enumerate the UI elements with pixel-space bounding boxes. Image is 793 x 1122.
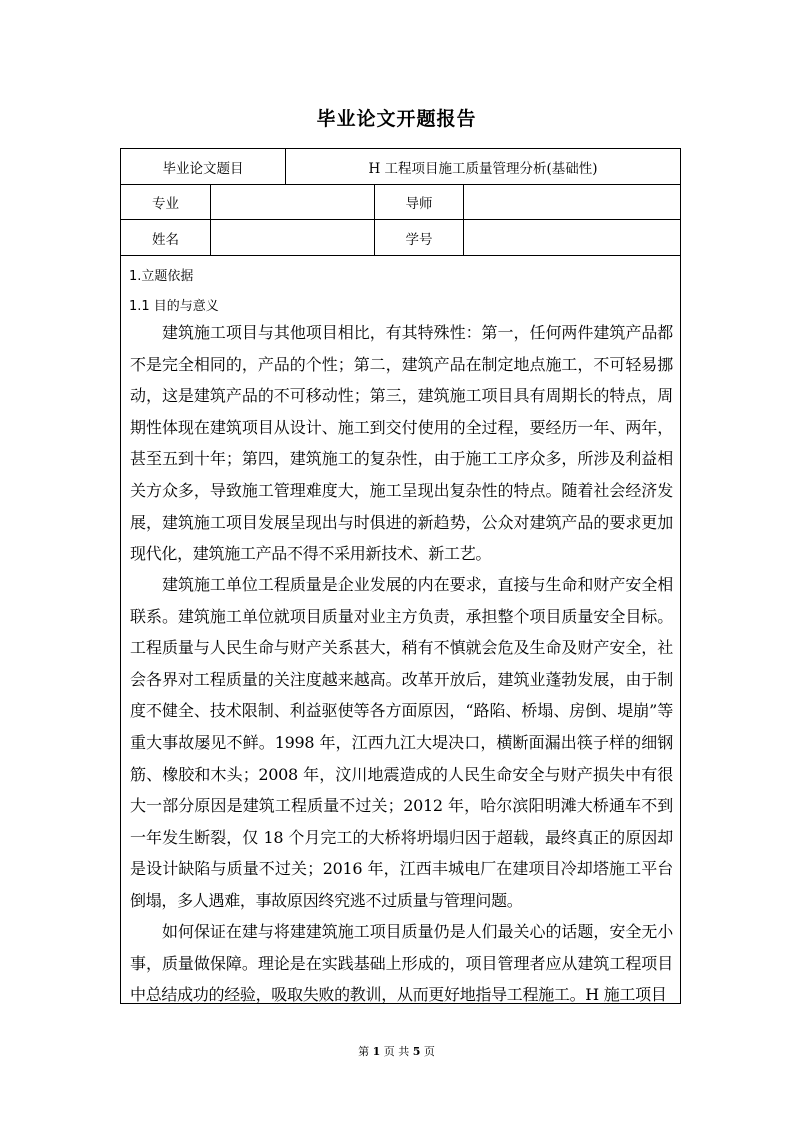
major-value[interactable]	[211, 185, 375, 219]
content-area	[121, 256, 680, 1003]
major-label: 专业	[121, 185, 211, 219]
paragraph-1: 建筑施工项目与其他项目相比，有其特殊性：第一，任何两件建筑产品都不是完全相同的，产品的个性；第二，建筑产品在制定地点施工，不可轻易挪动，这是建筑产品的不可移动性；第三，建筑施工项目具有周期长的特点，周期性体现在建筑项目从设计、施工到交付使用的全过程，要经历一年、两年，甚至五到十年；第四，建筑施工的复杂性，由于施工工序众多，所涉及利益相关方众多，导致施工管理难度大，施工呈现出复杂性的特点。随着社会经济发展，建筑施工项目发展呈现出与时俱进的新趋势，公众对建筑产品的要求更加现代化，建筑施工产品不得不采用新技术、新工艺。	[130, 323, 673, 564]
subsection-heading: 1.1 目的与意义	[129, 299, 219, 314]
name-label: 姓名	[121, 220, 211, 255]
thesis-title-label: 毕业论文题目	[121, 149, 286, 184]
page-total: 5	[412, 1045, 421, 1058]
footer-middle: 页 共	[383, 1045, 410, 1058]
page-footer	[0, 1043, 793, 1059]
name-id-row	[121, 220, 680, 256]
paragraph-3: 如何保证在建与将建建筑施工项目质量仍是人们最关心的话题，安全无小事，质量做保障。理论是在实践基础上形成的，项目管理者应从建筑工程项目中总结成功的经验，吸取失败的教训，从而更好地指导工程施工。H 施工项目	[130, 922, 673, 1005]
footer-prefix: 第	[358, 1045, 370, 1058]
student-id-label: 学号	[375, 220, 464, 255]
advisor-label: 导师	[375, 185, 464, 219]
footer-suffix: 页	[423, 1045, 435, 1058]
name-value[interactable]	[211, 220, 375, 255]
proposal-table	[120, 148, 681, 1004]
major-advisor-row	[121, 185, 680, 220]
page-number: 1	[372, 1045, 381, 1058]
document-title: 毕业论文开题报告	[316, 108, 477, 130]
advisor-value[interactable]	[464, 185, 680, 219]
thesis-title-row	[121, 149, 680, 185]
thesis-title-value[interactable]: H 工程项目施工质量管理分析(基础性)	[368, 160, 598, 177]
section-heading: 1.立题依据	[129, 269, 194, 284]
student-id-value[interactable]	[464, 220, 680, 255]
paragraph-2: 建筑施工单位工程质量是企业发展的内在要求，直接与生命和财产安全相联系。建筑施工单位就项目质量对业主方负责，承担整个项目质量安全目标。工程质量与人民生命与财产关系甚大，稍有不慎就会危及生命及财产安全，社会各界对工程质量的关注度越来越高。改革开放后，建筑业蓬勃发展，由于制度不健全、技术限制、利益驱使等各方面原因，“路陷、桥塌、房倒、堤崩”等重大事故屡见不鲜。1998 年，江西九江大堤决口，横断面漏出筷子样的细钢筋、橡胶和木头；2008 年，汶川地震造成的人民生命安全与财产损失中有很大一部分原因是建筑工程质量不过关；2012 年，哈尔滨阳明滩大桥通车不到一年发生断裂，仅 18 个月完工的大桥将坍塌归因于超载，最终真正的原因却是设计缺陷与质量不过关；2016 年，江西丰城电厂在建项目冷却塔施工平台倒塌，多人遇难，事故原因终究逃不过质量与管理问题。	[130, 575, 673, 910]
